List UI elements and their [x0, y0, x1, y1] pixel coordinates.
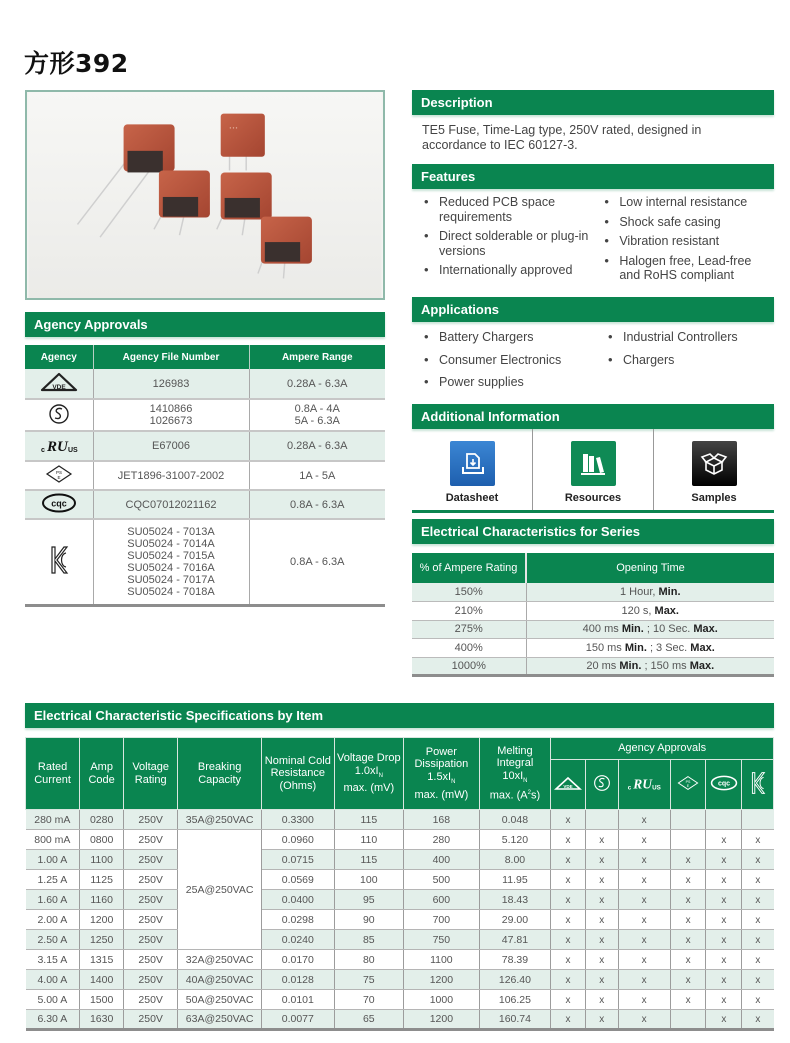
table-row: [25, 399, 385, 431]
approval-mark-cqc: x: [706, 850, 742, 870]
file-number: E67006: [93, 431, 249, 461]
table-row: [26, 810, 774, 830]
voltage-drop: 115: [334, 850, 403, 870]
approval-mark-s: x: [585, 830, 618, 850]
page-title: 方形392: [24, 49, 129, 78]
approval-mark-cqc: x: [706, 970, 742, 990]
kc-logo-icon: [742, 760, 774, 810]
approval-mark-vde: x: [551, 990, 586, 1010]
amp-code: 1100: [80, 850, 124, 870]
voltage-rating: 250V: [124, 950, 178, 970]
approval-mark-s: x: [585, 950, 618, 970]
agency-approvals-section: [25, 312, 385, 607]
approval-mark-kc: x: [742, 890, 774, 910]
fuse-illustration: [27, 92, 383, 298]
power-dissipation: 500: [404, 870, 480, 890]
cold-resistance: 0.0128: [262, 970, 335, 990]
voltage-drop: 95: [334, 890, 403, 910]
fuse-2-body: [221, 114, 265, 157]
approval-mark-vde: x: [551, 930, 586, 950]
approval-mark-kc: x: [742, 930, 774, 950]
approval-mark-culus: x: [618, 990, 670, 1010]
svg-text:RU: RU: [46, 438, 68, 455]
table-row: [412, 583, 774, 602]
rated-current: 4.00 A: [26, 970, 80, 990]
column-header-amp-code: Amp Code: [80, 738, 124, 810]
table-row: [26, 950, 774, 970]
approval-mark-cqc: x: [706, 1010, 742, 1030]
approval-mark-vde: x: [551, 970, 586, 990]
approval-mark-cqc: x: [706, 890, 742, 910]
approval-mark-pse: x: [670, 930, 706, 950]
column-header-agency-approvals: Agency Approvals: [551, 738, 774, 760]
breaking-capacity: 25A@250VAC: [178, 830, 262, 950]
melting-integral: 18.43: [479, 890, 551, 910]
description-text: TE5 Fuse, Time-Lag type, 250V rated, designed in accordance to IEC 60127-3.: [422, 123, 702, 152]
breaking-capacity: 32A@250VAC: [178, 950, 262, 970]
voltage-drop: 70: [334, 990, 403, 1010]
opening-time: 20 ms Min. ; 150 ms Max.: [526, 657, 774, 676]
kc-logo-icon: [25, 519, 93, 605]
cqc-logo-icon: [25, 490, 93, 519]
svg-text:c: c: [40, 446, 45, 454]
resources-label: Resources: [564, 492, 622, 504]
list-item: • Power supplies: [424, 375, 608, 390]
breaking-capacity: 63A@250VAC: [178, 1010, 262, 1030]
approval-mark-kc: x: [742, 850, 774, 870]
voltage-rating: 250V: [124, 870, 178, 890]
table-row: [26, 930, 774, 950]
melting-integral: 160.74: [479, 1010, 551, 1030]
file-number: JET1896-31007-2002: [93, 461, 249, 490]
table-row: [26, 890, 774, 910]
table-row: [26, 990, 774, 1010]
voltage-rating: 250V: [124, 930, 178, 950]
column-header-cold-resistance: Nominal Cold Resistance (Ohms): [262, 738, 335, 810]
list-item: • Internationally approved: [424, 263, 604, 278]
voltage-rating: 250V: [124, 970, 178, 990]
approval-mark-culus: x: [618, 810, 670, 830]
table-row: [25, 490, 385, 519]
semko-logo-icon: [25, 399, 93, 431]
rated-current: 280 mA: [26, 810, 80, 830]
table-row: [412, 639, 774, 658]
features-section: [412, 164, 774, 288]
power-dissipation: 1200: [404, 970, 480, 990]
cold-resistance: 0.0569: [262, 870, 335, 890]
column-header-voltage-drop: Voltage Drop $1.0xI_N$ max. (mV): [334, 738, 403, 810]
ampere-rating: 1000%: [412, 657, 526, 676]
melting-integral: 5.120: [479, 830, 551, 850]
approval-mark-kc: x: [742, 910, 774, 930]
cul-us-logo-icon: [618, 760, 670, 810]
vde-logo-icon: [551, 760, 586, 810]
column-header: Ampere Range: [249, 345, 385, 369]
power-dissipation: 400: [404, 850, 480, 870]
approval-mark-vde: x: [551, 950, 586, 970]
svg-text:VDE: VDE: [52, 384, 66, 391]
rated-current: 2.50 A: [26, 930, 80, 950]
table-row: [26, 870, 774, 890]
opening-time: 1 Hour, Min.: [526, 583, 774, 602]
svg-text:US: US: [67, 446, 78, 454]
approval-mark-s: x: [585, 850, 618, 870]
voltage-drop: 100: [334, 870, 403, 890]
breaking-capacity: 50A@250VAC: [178, 990, 262, 1010]
power-dissipation: 1200: [404, 1010, 480, 1030]
approval-mark-cqc: [706, 810, 742, 830]
approval-mark-cqc: x: [706, 950, 742, 970]
ampere-range: 0.28A - 6.3A: [249, 369, 385, 399]
list-item: • Battery Chargers: [424, 330, 608, 345]
spec-by-item-header: Electrical Characteristic Specifications by Item: [25, 703, 774, 728]
approval-mark-kc: x: [742, 1010, 774, 1030]
ampere-rating: 150%: [412, 583, 526, 602]
cold-resistance: 0.0101: [262, 990, 335, 1010]
melting-integral: 78.39: [479, 950, 551, 970]
approval-mark-kc: [742, 810, 774, 830]
rated-current: 800 mA: [26, 830, 80, 850]
approval-mark-culus: x: [618, 910, 670, 930]
voltage-drop: 75: [334, 970, 403, 990]
spec-by-item-section: [25, 703, 774, 1031]
rated-current: 1.25 A: [26, 870, 80, 890]
approval-mark-culus: x: [618, 830, 670, 850]
approval-mark-vde: x: [551, 890, 586, 910]
power-dissipation: 750: [404, 930, 480, 950]
list-item: • Consumer Electronics: [424, 353, 608, 368]
description-header: Description: [412, 90, 774, 115]
voltage-drop: 90: [334, 910, 403, 930]
additional-information-header: Additional Information: [412, 404, 774, 429]
list-item: • Chargers: [608, 353, 738, 368]
resources-icon: [571, 441, 616, 486]
file-number: SU05024 - 7013A SU05024 - 7014A SU05024 - 7015A SU05024 - 7016A SU05024 - 7017A SU05024 - 7018A: [93, 519, 249, 605]
breaking-capacity: 40A@250VAC: [178, 970, 262, 990]
file-number: 126983: [93, 369, 249, 399]
ampere-range: 0.28A - 6.3A: [249, 431, 385, 461]
list-item: • Direct solderable or plug-in versions: [424, 229, 604, 258]
cold-resistance: 0.0298: [262, 910, 335, 930]
voltage-drop: 85: [334, 930, 403, 950]
column-header-melting-integral: Melting Integral $10xI_N$ max. $(A^2s)$: [479, 738, 551, 810]
ampere-rating: 210%: [412, 602, 526, 621]
approval-mark-vde: x: [551, 830, 586, 850]
spec-by-item-table: [25, 737, 774, 1031]
cold-resistance: 0.3300: [262, 810, 335, 830]
cqc-logo-icon: [706, 760, 742, 810]
column-header-power-dissipation: Power Dissipation $1.5xI_N$ max. (mW): [404, 738, 480, 810]
table-row: [25, 461, 385, 490]
amp-code: 0280: [80, 810, 124, 830]
samples-label: Samples: [691, 492, 737, 504]
table-row: [26, 970, 774, 990]
features-list-right: [604, 195, 766, 288]
melting-integral: 8.00: [479, 850, 551, 870]
samples-link[interactable]: [654, 429, 774, 510]
table-row: [412, 620, 774, 639]
power-dissipation: 1100: [404, 950, 480, 970]
semko-logo-icon: [585, 760, 618, 810]
table-row: [25, 431, 385, 461]
approval-mark-culus: x: [618, 970, 670, 990]
power-dissipation: 1000: [404, 990, 480, 1010]
applications-list-right: [608, 330, 738, 398]
table-row: [26, 850, 774, 870]
product-photo: [25, 90, 385, 300]
power-dissipation: 168: [404, 810, 480, 830]
vde-logo-icon: [25, 369, 93, 399]
voltage-rating: 250V: [124, 830, 178, 850]
approval-mark-pse: x: [670, 990, 706, 1010]
rated-current: 5.00 A: [26, 990, 80, 1010]
table-row: [26, 830, 774, 850]
resources-link[interactable]: [533, 429, 654, 510]
series-characteristics-header: Electrical Characteristics for Series: [412, 519, 774, 544]
approval-mark-vde: x: [551, 850, 586, 870]
datasheet-label: Datasheet: [445, 492, 499, 504]
approval-mark-pse: x: [670, 850, 706, 870]
svg-text:E: E: [57, 475, 61, 480]
amp-code: 0800: [80, 830, 124, 850]
approval-mark-s: x: [585, 870, 618, 890]
approval-mark-cqc: x: [706, 910, 742, 930]
power-dissipation: 280: [404, 830, 480, 850]
table-row: [26, 1010, 774, 1030]
opening-time: 150 ms Min. ; 3 Sec. Max.: [526, 639, 774, 658]
cold-resistance: 0.0715: [262, 850, 335, 870]
svg-text:• • •: • • •: [229, 126, 238, 132]
table-row: [25, 519, 385, 605]
fuse-3-body: [159, 170, 210, 217]
approval-mark-cqc: x: [706, 870, 742, 890]
column-header: Opening Time: [526, 553, 774, 583]
approval-mark-cqc: x: [706, 990, 742, 1010]
amp-code: 1630: [80, 1010, 124, 1030]
applications-list-left: [424, 330, 608, 398]
power-dissipation: 600: [404, 890, 480, 910]
approval-mark-kc: x: [742, 950, 774, 970]
voltage-drop: 65: [334, 1010, 403, 1030]
approval-mark-s: x: [585, 970, 618, 990]
approval-mark-pse: x: [670, 970, 706, 990]
approval-mark-s: [585, 810, 618, 830]
approval-mark-pse: x: [670, 890, 706, 910]
approval-mark-kc: x: [742, 990, 774, 1010]
approval-mark-culus: x: [618, 1010, 670, 1030]
agency-approvals-header: Agency Approvals: [25, 312, 385, 337]
approval-mark-kc: x: [742, 970, 774, 990]
svg-text:VDE: VDE: [563, 783, 573, 789]
approval-mark-pse: x: [670, 910, 706, 930]
amp-code: 1200: [80, 910, 124, 930]
svg-text:E: E: [686, 783, 690, 788]
melting-integral: 11.95: [479, 870, 551, 890]
cold-resistance: 0.0170: [262, 950, 335, 970]
approval-mark-s: x: [585, 990, 618, 1010]
approval-mark-pse: [670, 1010, 706, 1030]
cold-resistance: 0.0077: [262, 1010, 335, 1030]
column-header-breaking-capacity: Breaking Capacity: [178, 738, 262, 810]
ampere-range: 0.8A - 6.3A: [249, 519, 385, 605]
approval-mark-cqc: x: [706, 930, 742, 950]
column-header-rated-current: Rated Current: [26, 738, 80, 810]
approval-mark-s: x: [585, 910, 618, 930]
approval-mark-culus: x: [618, 850, 670, 870]
datasheet-link[interactable]: [412, 429, 533, 510]
amp-code: 1500: [80, 990, 124, 1010]
voltage-rating: 250V: [124, 890, 178, 910]
melting-integral: 0.048: [479, 810, 551, 830]
approval-mark-vde: x: [551, 870, 586, 890]
melting-integral: 29.00: [479, 910, 551, 930]
approval-mark-pse: x: [670, 870, 706, 890]
approval-mark-s: x: [585, 930, 618, 950]
amp-code: 1400: [80, 970, 124, 990]
approval-mark-vde: x: [551, 910, 586, 930]
list-item: • Industrial Controllers: [608, 330, 738, 345]
column-header-voltage-rating: Voltage Rating: [124, 738, 178, 810]
series-characteristics-section: [412, 519, 774, 677]
melting-integral: 126.40: [479, 970, 551, 990]
rated-current: 2.00 A: [26, 910, 80, 930]
list-item: • Reduced PCB space requirements: [424, 195, 604, 224]
approval-mark-culus: x: [618, 870, 670, 890]
approval-mark-s: x: [585, 1010, 618, 1030]
svg-text:c: c: [627, 784, 632, 792]
rated-current: 1.60 A: [26, 890, 80, 910]
power-dissipation: 700: [404, 910, 480, 930]
datasheet-icon: [450, 441, 495, 486]
column-header: % of Ampere Rating: [412, 553, 526, 583]
approval-mark-culus: x: [618, 930, 670, 950]
table-row: [412, 657, 774, 676]
pse-logo-icon: [25, 461, 93, 490]
svg-text:PS: PS: [55, 470, 62, 475]
fuse-1-body: [124, 124, 175, 172]
voltage-rating: 250V: [124, 910, 178, 930]
column-header: Agency: [25, 345, 93, 369]
voltage-drop: 115: [334, 810, 403, 830]
amp-code: 1125: [80, 870, 124, 890]
list-item: • Vibration resistant: [604, 234, 766, 249]
fuse-5-body: [261, 217, 312, 264]
amp-code: 1160: [80, 890, 124, 910]
list-item: • Halogen free, Lead-free and RoHS compliant: [604, 254, 766, 283]
cold-resistance: 0.0240: [262, 930, 335, 950]
svg-text:cqc: cqc: [717, 780, 730, 788]
approval-mark-pse: [670, 830, 706, 850]
file-number: 1410866 1026673: [93, 399, 249, 431]
agency-approvals-table: [25, 345, 385, 607]
fuse-4-body: [221, 172, 272, 219]
opening-time: 400 ms Min. ; 10 Sec. Max.: [526, 620, 774, 639]
rated-current: 6.30 A: [26, 1010, 80, 1030]
amp-code: 1250: [80, 930, 124, 950]
ampere-range: 1A - 5A: [249, 461, 385, 490]
series-characteristics-table: [412, 553, 774, 677]
samples-icon: [692, 441, 737, 486]
list-item: • Low internal resistance: [604, 195, 766, 210]
voltage-rating: 250V: [124, 990, 178, 1010]
ampere-range: 0.8A - 4A 5A - 6.3A: [249, 399, 385, 431]
svg-text:US: US: [652, 784, 662, 792]
approval-mark-culus: x: [618, 890, 670, 910]
description-section: [412, 90, 774, 159]
table-row: [25, 369, 385, 399]
pse-logo-icon: [670, 760, 706, 810]
svg-text:cqc: cqc: [50, 498, 67, 509]
features-header: Features: [412, 164, 774, 189]
rated-current: 1.00 A: [26, 850, 80, 870]
voltage-rating: 250V: [124, 850, 178, 870]
table-row: [412, 602, 774, 621]
approval-mark-pse: x: [670, 950, 706, 970]
ampere-rating: 275%: [412, 620, 526, 639]
approval-mark-pse: [670, 810, 706, 830]
breaking-capacity: 35A@250VAC: [178, 810, 262, 830]
melting-integral: 106.25: [479, 990, 551, 1010]
applications-header: Applications: [412, 297, 774, 322]
voltage-drop: 80: [334, 950, 403, 970]
applications-section: [412, 297, 774, 398]
rated-current: 3.15 A: [26, 950, 80, 970]
svg-text:PS: PS: [685, 779, 691, 784]
approval-mark-kc: x: [742, 870, 774, 890]
approval-mark-kc: x: [742, 830, 774, 850]
file-number: CQC07012021162: [93, 490, 249, 519]
approval-mark-vde: x: [551, 810, 586, 830]
approval-mark-culus: x: [618, 950, 670, 970]
approval-mark-vde: x: [551, 1010, 586, 1030]
voltage-rating: 250V: [124, 810, 178, 830]
cold-resistance: 0.0400: [262, 890, 335, 910]
opening-time: 120 s, Max.: [526, 602, 774, 621]
ampere-rating: 400%: [412, 639, 526, 658]
voltage-rating: 250V: [124, 1010, 178, 1030]
cold-resistance: 0.0960: [262, 830, 335, 850]
table-row: [26, 910, 774, 930]
amp-code: 1315: [80, 950, 124, 970]
list-item: • Shock safe casing: [604, 215, 766, 230]
features-list-left: [424, 195, 604, 288]
voltage-drop: 110: [334, 830, 403, 850]
approval-mark-cqc: x: [706, 830, 742, 850]
melting-integral: 47.81: [479, 930, 551, 950]
svg-text:RU: RU: [633, 776, 653, 792]
ampere-range: 0.8A - 6.3A: [249, 490, 385, 519]
column-header: Agency File Number: [93, 345, 249, 369]
cul-us-logo-icon: [25, 431, 93, 461]
additional-information-section: [412, 404, 774, 513]
approval-mark-s: x: [585, 890, 618, 910]
